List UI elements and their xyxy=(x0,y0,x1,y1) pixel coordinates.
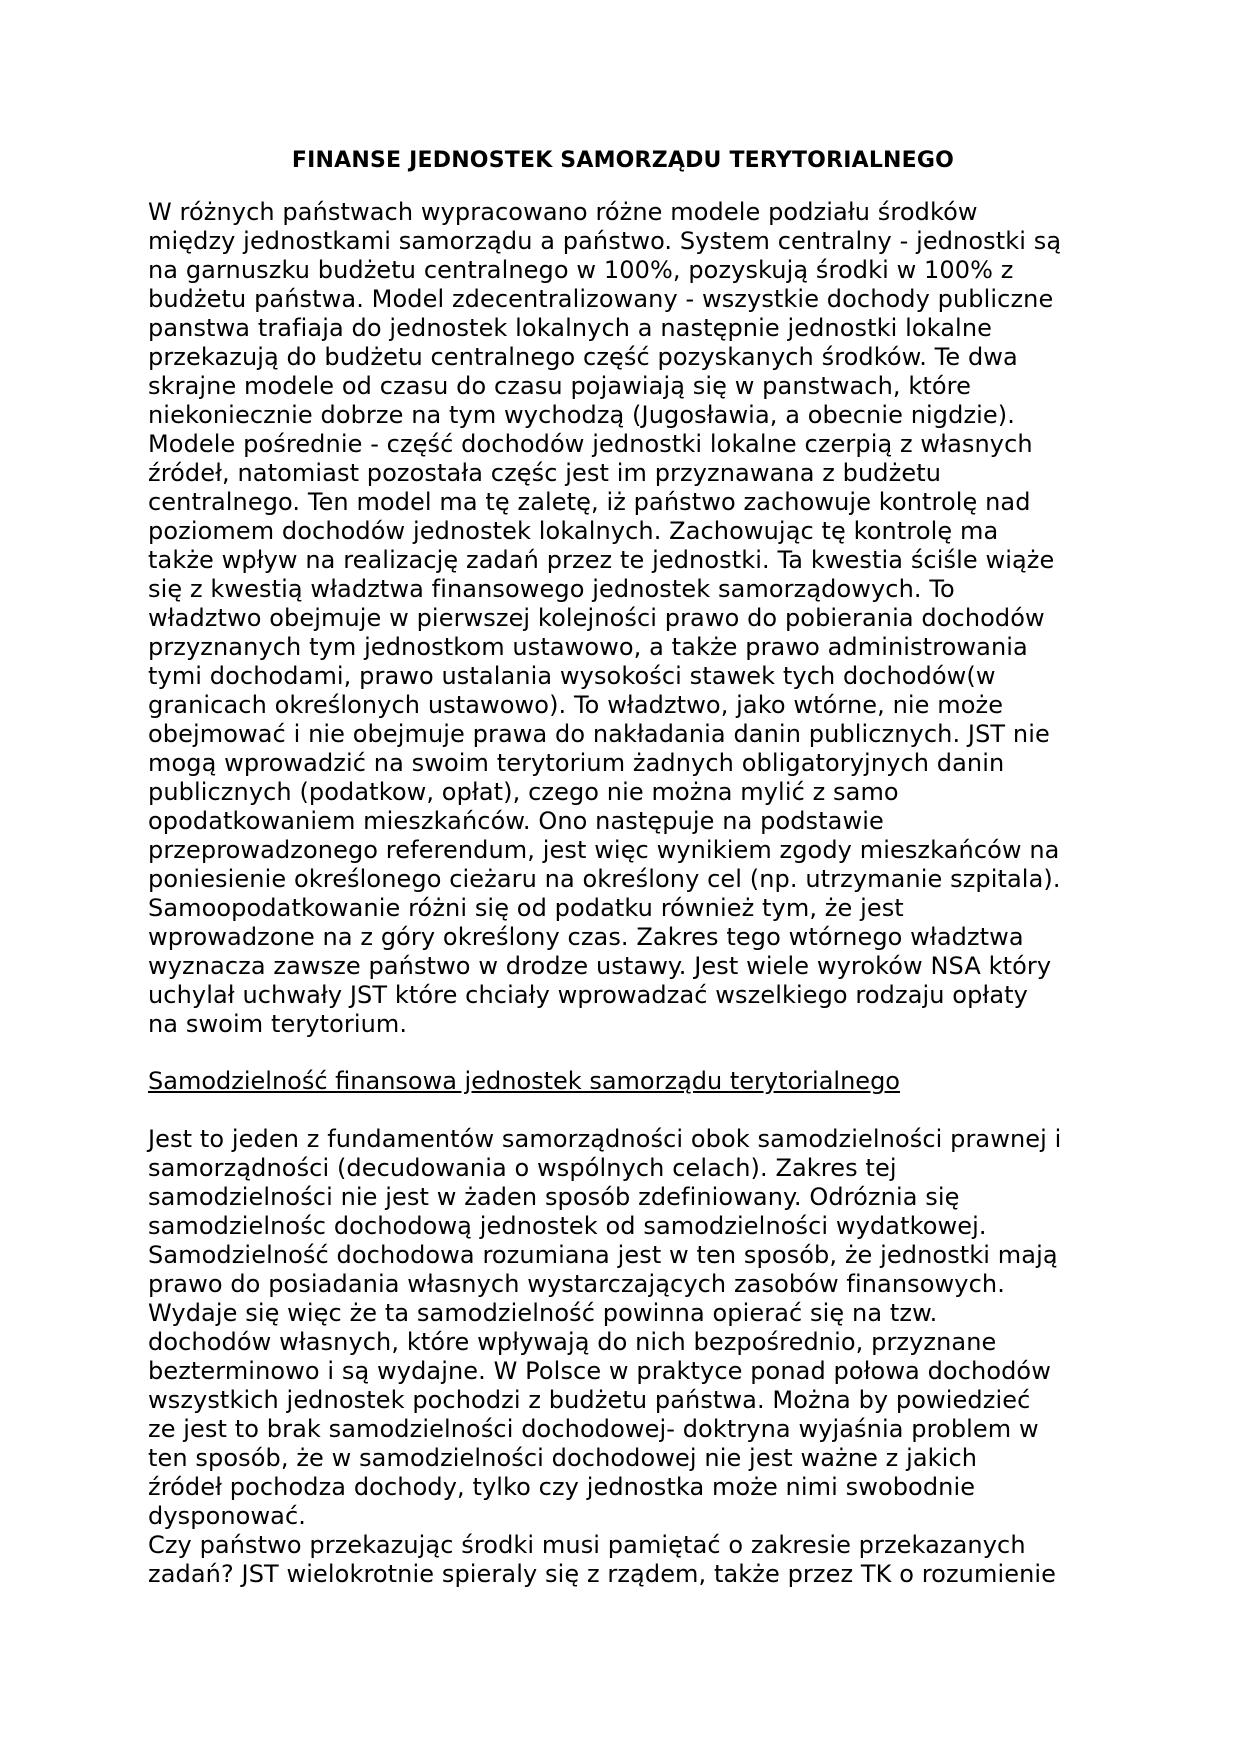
text-line: Modele pośrednie - część dochodów jednostki lokalne czerpią z własnych xyxy=(148,430,1033,458)
text-line: Jest to jeden z fundamentów samorządności obok samodzielności prawnej i xyxy=(148,1125,1062,1153)
text-line: Samoopodatkowanie różni się od podatku również tym, że jest xyxy=(148,894,904,922)
document-page xyxy=(148,146,1098,1589)
text-line: budżetu państwa. Model zdecentralizowany - wszystkie dochody publiczne xyxy=(148,285,1054,313)
text-line: się z kwestią władztwa finansowego jednostek samorządowych. To xyxy=(148,575,955,603)
text-line: publicznych (podatkow, opłat), czego nie można mylić z samo xyxy=(148,778,899,806)
text-line: wszystkich jednostek pochodzi z budżetu państwa. Można by powiedzieć xyxy=(148,1386,1031,1414)
text-line: między jednostkami samorządu a państwo. System centralny - jednostki są xyxy=(148,227,1062,255)
text-line: opodatkowaniem mieszkańców. Ono następuje na podstawie xyxy=(148,807,884,835)
text-line: Czy państwo przekazując środki musi pamiętać o zakresie przekazanych xyxy=(148,1531,1026,1559)
text-line: skrajne modele od czasu do czasu pojawiają się w panstwach, które xyxy=(148,372,971,400)
text-line: dysponować. xyxy=(148,1502,307,1530)
text-line: samorządności (decudowania o wspólnych celach). Zakres tej xyxy=(148,1154,897,1182)
text-line: mogą wprowadzić na swoim terytorium żadnych obligatoryjnych danin xyxy=(148,749,1005,777)
text-line: władztwo obejmuje w pierwszej kolejności prawo do pobierania dochodów xyxy=(148,604,1045,632)
text-line: tymi dochodami, prawo ustalania wysokości stawek tych dochodów(w xyxy=(148,662,996,690)
text-line: dochodów własnych, które wpływają do nich bezpośrednio, przyznane xyxy=(148,1328,997,1356)
text-line: na swoim terytorium. xyxy=(148,1010,408,1038)
text-line: bezterminowo i są wydajne. W Polsce w praktyce ponad połowa dochodów xyxy=(148,1357,1051,1385)
paragraph-financing-models xyxy=(148,198,1098,1039)
text-line: W różnych państwach wypracowano różne modele podziału środków xyxy=(148,198,978,226)
text-line: także wpływ na realizację zadań przez te jednostki. Ta kwestia ściśle wiąże xyxy=(148,546,1055,574)
text-line: samodzielności nie jest w żaden sposób zdefiniowany. Odróznia się xyxy=(148,1183,960,1211)
document-title: FINANSE JEDNOSTEK SAMORZĄDU TERYTORIALNEGO xyxy=(291,148,955,173)
paragraph-autonomy xyxy=(148,1125,1098,1531)
text-line: poniesienie określonego cieżaru na określony cel (np. utrzymanie szpitala). xyxy=(148,865,1061,893)
text-line: wyznacza zawsze państwo w drodze ustawy. Jest wiele wyroków NSA który xyxy=(148,952,1052,980)
text-line: ze jest to brak samodzielności dochodowej- doktryna wyjaśnia problem w xyxy=(148,1415,1039,1443)
section-heading-financial-autonomy: Samodzielność finansowa jednostek samorządu terytorialnego xyxy=(148,1067,900,1095)
text-line: prawo do posiadania własnych wystarczających zasobów finansowych. xyxy=(148,1270,1005,1298)
text-line: wprowadzone na z góry określony czas. Zakres tego wtórnego władztwa xyxy=(148,923,1024,951)
text-line: uchylał uchwały JST które chciały wprowadzać wszelkiego rodzaju opłaty xyxy=(148,981,1028,1009)
paragraph-question xyxy=(148,1531,1098,1589)
text-line: przeprowadzonego referendum, jest więc wynikiem zgody mieszkańców na xyxy=(148,836,1060,864)
text-line: przyznanych tym jednostkom ustawowo, a także prawo administrowania xyxy=(148,633,1028,661)
text-line: źródeł, natomiast pozostała częśc jest im przyznawana z budżetu xyxy=(148,459,942,487)
text-line: zadań? JST wielokrotnie spieraly się z rządem, także przez TK o rozumienie xyxy=(148,1560,1057,1588)
text-line: niekoniecznie dobrze na tym wychodzą (Jugosławia, a obecnie nigdzie). xyxy=(148,401,1015,429)
text-line: centralnego. Ten model ma tę zaletę, iż państwo zachowuje kontrolę nad xyxy=(148,488,1031,516)
text-line: panstwa trafiaja do jednostek lokalnych a następnie jednostki lokalne xyxy=(148,314,993,342)
text-line: poziomem dochodów jednostek lokalnych. Zachowując tę kontrolę ma xyxy=(148,517,999,545)
text-line: przekazują do budżetu centralnego część pozyskanych środków. Te dwa xyxy=(148,343,1018,371)
text-line: na garnuszku budżetu centralnego w 100%, pozyskują środki w 100% z xyxy=(148,256,1014,284)
text-line: granicach określonych ustawowo). To władztwo, jako wtórne, nie może xyxy=(148,691,1004,719)
text-line: Wydaje się więc że ta samodzielność powinna opierać się na tzw. xyxy=(148,1299,938,1327)
text-line: ten sposób, że w samodzielności dochodowej nie jest ważne z jakich xyxy=(148,1444,978,1472)
text-line: obejmować i nie obejmuje prawa do nakładania danin publicznych. JST nie xyxy=(148,720,1050,748)
text-line: samodzielnośc dochodową jednostek od samodzielności wydatkowej. xyxy=(148,1212,987,1240)
text-line: Samodzielność dochodowa rozumiana jest w ten sposób, że jednostki mają xyxy=(148,1241,1058,1269)
text-line: źródeł pochodza dochody, tylko czy jednostka może nimi swobodnie xyxy=(148,1473,976,1501)
